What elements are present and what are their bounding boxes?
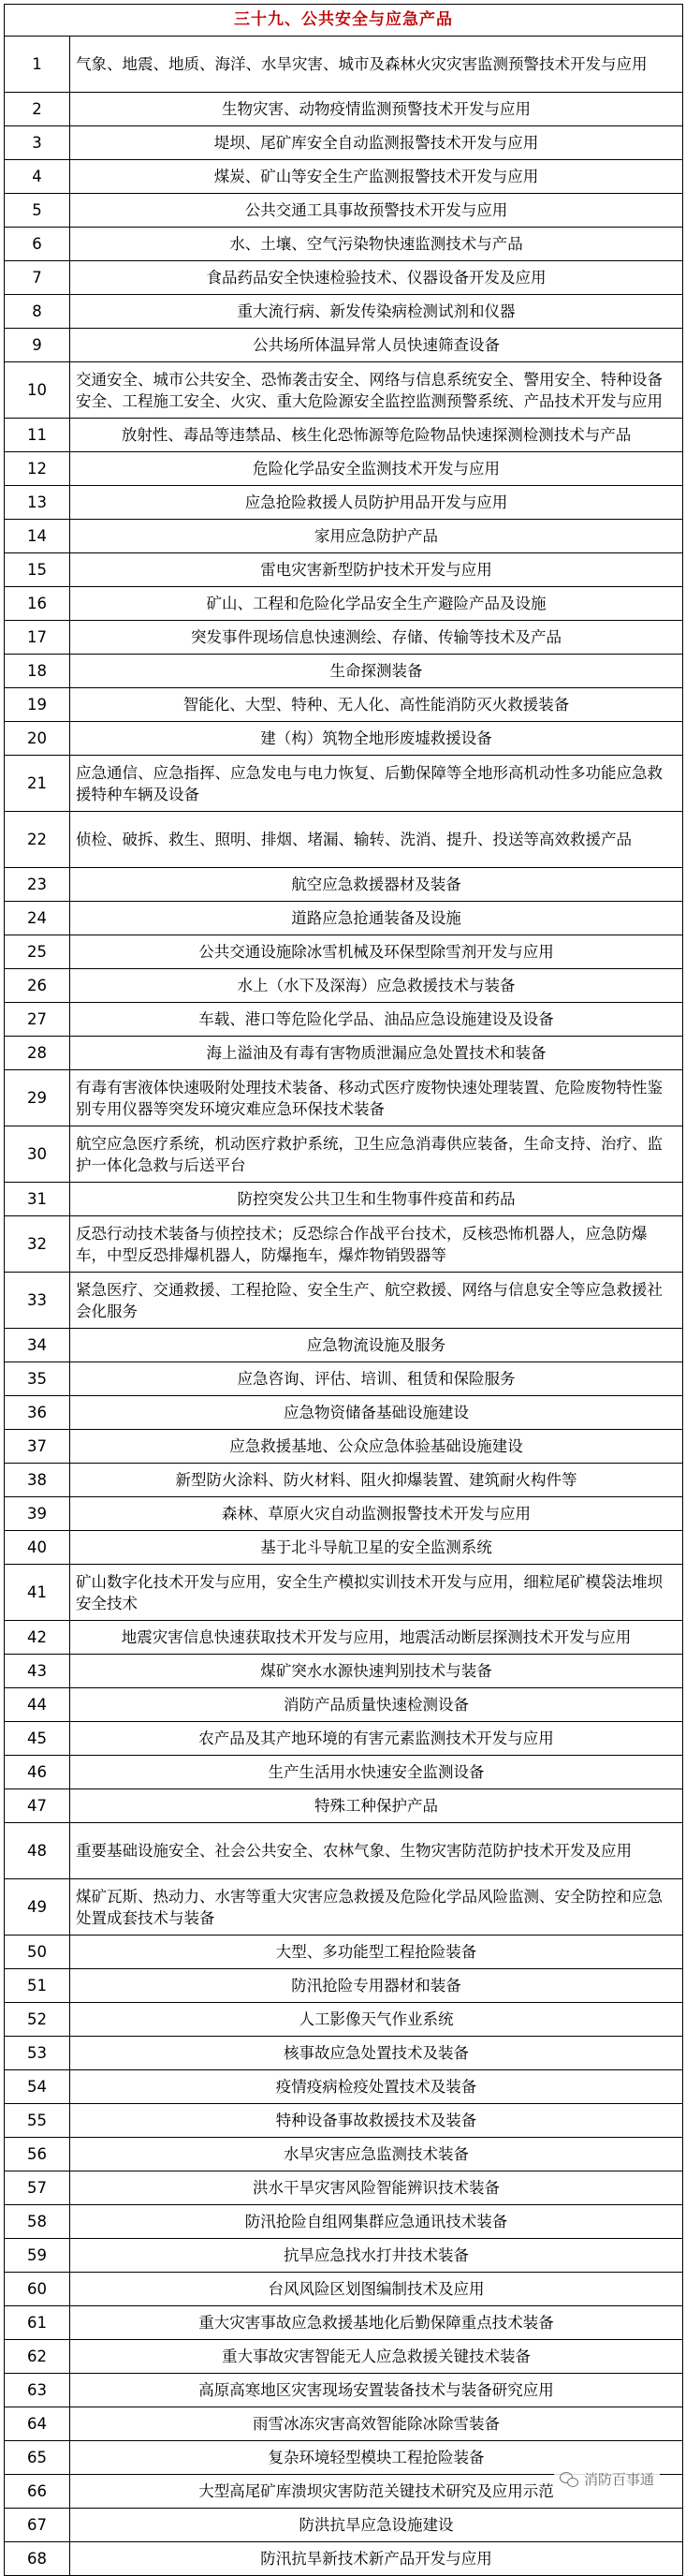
row-item-text: 生命探测装备: [70, 655, 683, 688]
row-number: 40: [5, 1531, 70, 1565]
table-row: [5, 1430, 683, 1464]
table-row: [5, 1879, 683, 1936]
row-number: 68: [5, 2542, 70, 2576]
table-row: [5, 126, 683, 160]
row-item-text: 车载、港口等危险化学品、油品应急设施建设及设备: [70, 1003, 683, 1037]
row-item-text: 特殊工种保护产品: [70, 1789, 683, 1823]
row-number: 27: [5, 1003, 70, 1037]
row-item-text: 重大事故灾害智能无人应急救援关键技术装备: [70, 2340, 683, 2374]
table-row: [5, 194, 683, 228]
row-item-text: 水旱灾害应急监测技术装备: [70, 2138, 683, 2171]
row-item-text: 矿山、工程和危险化学品安全生产避险产品及设施: [70, 587, 683, 621]
row-number: 11: [5, 419, 70, 452]
row-number: 61: [5, 2306, 70, 2340]
table-row: [5, 1789, 683, 1823]
row-item-text: 突发事件现场信息快速测绘、存储、传输等技术及产品: [70, 621, 683, 655]
row-item-text: 建（构）筑物全地形废墟救援设备: [70, 722, 683, 756]
row-number: 12: [5, 452, 70, 486]
row-item-text: 煤矿突水水源快速判别技术与装备: [70, 1655, 683, 1688]
table-row: [5, 1722, 683, 1756]
row-item-text: 海上溢油及有毒有害物质泄漏应急处置技术和装备: [70, 1037, 683, 1070]
table-row: [5, 902, 683, 935]
row-number: 62: [5, 2340, 70, 2374]
row-item-text: 航空应急救援器材及装备: [70, 868, 683, 902]
row-item-text: 应急救援基地、公众应急体验基础设施建设: [70, 1430, 683, 1464]
row-item-text: 矿山数字化技术开发与应用，安全生产模拟实训技术开发与应用，细粒尾矿模袋法堆坝安全技术: [70, 1565, 683, 1621]
row-number: 66: [5, 2475, 70, 2509]
table-row: [5, 756, 683, 812]
table-row: [5, 1565, 683, 1621]
row-item-text: 侦检、破拆、救生、照明、排烟、堵漏、输转、洗消、提升、投送等高效救援产品: [70, 812, 683, 868]
table-row: [5, 1126, 683, 1183]
table-row: [5, 520, 683, 553]
row-number: 32: [5, 1216, 70, 1273]
row-number: 15: [5, 553, 70, 587]
row-number: 35: [5, 1362, 70, 1396]
table-row: [5, 1621, 683, 1655]
row-item-text: 道路应急抢通装备及设施: [70, 902, 683, 935]
table-row: [5, 2239, 683, 2273]
row-item-text: 抗旱应急找水打井技术装备: [70, 2239, 683, 2273]
row-item-text: 紧急医疗、交通救援、工程抢险、安全生产、航空救援、网络与信息安全等应急救援社会化服务: [70, 1273, 683, 1329]
table-row: [5, 93, 683, 126]
table-row: [5, 1969, 683, 2003]
row-item-text: 航空应急医疗系统，机动医疗救护系统，卫生应急消毒供应装备，生命支持、治疗、监护一体化急救与后送平台: [70, 1126, 683, 1183]
table-row: [5, 621, 683, 655]
row-item-text: 重大灾害事故应急救援基地化后勤保障重点技术装备: [70, 2306, 683, 2340]
row-number: 20: [5, 722, 70, 756]
row-number: 22: [5, 812, 70, 868]
table-row: [5, 261, 683, 295]
row-item-text: 煤矿瓦斯、热动力、水害等重大灾害应急救援及危险化学品风险监测、安全防控和应急处置成套技术与装备: [70, 1879, 683, 1936]
row-number: 59: [5, 2239, 70, 2273]
row-number: 42: [5, 1621, 70, 1655]
row-number: 6: [5, 228, 70, 261]
table-row: [5, 1362, 683, 1396]
table-row: [5, 812, 683, 868]
table-row: [5, 2509, 683, 2542]
table-row: [5, 553, 683, 587]
row-number: 54: [5, 2070, 70, 2104]
row-item-text: 智能化、大型、特种、无人化、高性能消防灭火救援装备: [70, 688, 683, 722]
row-number: 17: [5, 621, 70, 655]
table-row: [5, 2542, 683, 2576]
row-item-text: 家用应急防护产品: [70, 520, 683, 553]
row-number: 48: [5, 1823, 70, 1879]
row-number: 58: [5, 2205, 70, 2239]
row-number: 21: [5, 756, 70, 812]
table-row: [5, 452, 683, 486]
row-number: 16: [5, 587, 70, 621]
table-row: [5, 362, 683, 419]
table-row: [5, 1216, 683, 1273]
row-number: 38: [5, 1464, 70, 1497]
row-number: 3: [5, 126, 70, 160]
row-item-text: 洪水干旱灾害风险智能辨识技术装备: [70, 2171, 683, 2205]
row-item-text: 防控突发公共卫生和生物事件疫苗和药品: [70, 1183, 683, 1216]
row-item-text: 生物灾害、动物疫情监测预警技术开发与应用: [70, 93, 683, 126]
row-number: 4: [5, 160, 70, 194]
row-item-text: 大型高尾矿库溃坝灾害防范关键技术研究及应用示范: [70, 2475, 683, 2509]
row-item-text: 应急物流设施及服务: [70, 1329, 683, 1362]
table-row: [5, 969, 683, 1003]
table-row: [5, 655, 683, 688]
table-row: [5, 419, 683, 452]
row-item-text: 防汛抢险专用器材和装备: [70, 1969, 683, 2003]
table-title: 三十九、公共安全与应急产品: [5, 5, 683, 37]
row-item-text: 应急咨询、评估、培训、租赁和保险服务: [70, 1362, 683, 1396]
table-row: [5, 295, 683, 329]
table-row: [5, 1037, 683, 1070]
table-row: [5, 935, 683, 969]
row-item-text: 大型、多功能型工程抢险装备: [70, 1936, 683, 1969]
row-item-text: 疫情疫病检疫处置技术及装备: [70, 2070, 683, 2104]
table-row: [5, 1396, 683, 1430]
table-row: [5, 2037, 683, 2070]
row-item-text: 应急物资储备基础设施建设: [70, 1396, 683, 1430]
row-item-text: 基于北斗导航卫星的安全监测系统: [70, 1531, 683, 1565]
table-row: [5, 2138, 683, 2171]
row-item-text: 堤坝、尾矿库安全自动监测报警技术开发与应用: [70, 126, 683, 160]
wechat-icon: [560, 2472, 578, 2487]
row-item-text: 放射性、毒品等违禁品、核生化恐怖源等危险物品快速探测检测技术与产品: [70, 419, 683, 452]
row-number: 13: [5, 486, 70, 520]
row-number: 50: [5, 1936, 70, 1969]
row-item-text: 台风风险区划图编制技术及应用: [70, 2273, 683, 2306]
table-row: [5, 2104, 683, 2138]
row-item-text: 新型防火涂料、防火材料、阻火抑爆装置、建筑耐火构件等: [70, 1464, 683, 1497]
row-item-text: 人工影像天气作业系统: [70, 2003, 683, 2037]
row-item-text: 防汛抗旱新技术新产品开发与应用: [70, 2542, 683, 2576]
table-row: [5, 2273, 683, 2306]
row-number: 37: [5, 1430, 70, 1464]
row-item-text: 防洪抗旱应急设施建设: [70, 2509, 683, 2542]
row-item-text: 危险化学品安全监测技术开发与应用: [70, 452, 683, 486]
table-row: [5, 868, 683, 902]
row-item-text: 生产生活用水快速安全监测设备: [70, 1756, 683, 1789]
table-row: [5, 1531, 683, 1565]
table-row: [5, 1823, 683, 1879]
row-number: 51: [5, 1969, 70, 2003]
row-number: 5: [5, 194, 70, 228]
row-number: 52: [5, 2003, 70, 2037]
row-item-text: 应急通信、应急指挥、应急发电与电力恢复、后勤保障等全地形高机动性多功能应急救援特种车辆及设备: [70, 756, 683, 812]
row-item-text: 雨雪冰冻灾害高效智能除冰除雪装备: [70, 2407, 683, 2441]
row-number: 33: [5, 1273, 70, 1329]
table-row: [5, 1183, 683, 1216]
row-item-text: 重要基础设施安全、社会公共安全、农林气象、生物灾害防范防护技术开发及应用: [70, 1823, 683, 1879]
table-row: [5, 1070, 683, 1126]
table-row: [5, 2374, 683, 2407]
row-item-text: 森林、草原火灾自动监测报警技术开发与应用: [70, 1497, 683, 1531]
row-number: 39: [5, 1497, 70, 1531]
row-item-text: 气象、地震、地质、海洋、水旱灾害、城市及森林火灾灾害监测预警技术开发与应用: [70, 37, 683, 93]
row-number: 2: [5, 93, 70, 126]
row-item-text: 核事故应急处置技术及装备: [70, 2037, 683, 2070]
row-item-text: 防汛抢险自组网集群应急通讯技术装备: [70, 2205, 683, 2239]
row-number: 63: [5, 2374, 70, 2407]
table-title-row: [5, 5, 683, 37]
row-item-text: 水、土壤、空气污染物快速监测技术与产品: [70, 228, 683, 261]
row-number: 9: [5, 329, 70, 362]
row-number: 43: [5, 1655, 70, 1688]
row-item-text: 重大流行病、新发传染病检测试剂和仪器: [70, 295, 683, 329]
table-row: [5, 587, 683, 621]
row-number: 24: [5, 902, 70, 935]
table-row: [5, 1329, 683, 1362]
row-item-text: 反恐行动技术装备与侦控技术；反恐综合作战平台技术，反核恐怖机器人，应急防爆车，中型反恐排爆机器人，防爆拖车，爆炸物销毁器等: [70, 1216, 683, 1273]
row-number: 60: [5, 2273, 70, 2306]
table-row: [5, 1756, 683, 1789]
table-row: [5, 2407, 683, 2441]
table-row: [5, 1003, 683, 1037]
row-item-text: 特种设备事故救援技术及装备: [70, 2104, 683, 2138]
table-row: [5, 486, 683, 520]
row-number: 28: [5, 1037, 70, 1070]
row-number: 7: [5, 261, 70, 295]
row-number: 64: [5, 2407, 70, 2441]
row-number: 65: [5, 2441, 70, 2475]
row-number: 30: [5, 1126, 70, 1183]
row-item-text: 煤炭、矿山等安全生产监测报警技术开发与应用: [70, 160, 683, 194]
row-number: 46: [5, 1756, 70, 1789]
row-number: 41: [5, 1565, 70, 1621]
row-number: 55: [5, 2104, 70, 2138]
row-item-text: 地震灾害信息快速获取技术开发与应用，地震活动断层探测技术开发与应用: [70, 1621, 683, 1655]
row-item-text: 水上（水下及深海）应急救援技术与装备: [70, 969, 683, 1003]
row-number: 1: [5, 37, 70, 93]
table-row: [5, 37, 683, 93]
table-row: [5, 1655, 683, 1688]
table-row: [5, 1273, 683, 1329]
table-row: [5, 2070, 683, 2104]
row-number: 14: [5, 520, 70, 553]
row-number: 57: [5, 2171, 70, 2205]
table-row: [5, 160, 683, 194]
row-number: 26: [5, 969, 70, 1003]
row-number: 23: [5, 868, 70, 902]
row-item-text: 消防产品质量快速检测设备: [70, 1688, 683, 1722]
table-row: [5, 2205, 683, 2239]
row-item-text: 食品药品安全快速检验技术、仪器设备开发及应用: [70, 261, 683, 295]
row-number: 29: [5, 1070, 70, 1126]
row-item-text: 复杂环境轻型模块工程抢险装备: [70, 2441, 683, 2475]
row-number: 47: [5, 1789, 70, 1823]
row-item-text: 农产品及其产地环境的有害元素监测技术开发与应用: [70, 1722, 683, 1756]
row-item-text: 有毒有害液体快速吸附处理技术装备、移动式医疗废物快速处理装置、危险废物特性鉴别专用仪器等突发环境灾难应急环保技术装备: [70, 1070, 683, 1126]
row-number: 8: [5, 295, 70, 329]
table-row: [5, 1936, 683, 1969]
table-row: [5, 2171, 683, 2205]
row-number: 49: [5, 1879, 70, 1936]
table-row: [5, 722, 683, 756]
table-row: [5, 2003, 683, 2037]
row-item-text: 交通安全、城市公共安全、恐怖袭击安全、网络与信息系统安全、警用安全、特种设备安全、工程施工安全、火灾、重大危险源安全监控监测预警系统、产品技术开发与应用: [70, 362, 683, 419]
row-number: 18: [5, 655, 70, 688]
row-number: 25: [5, 935, 70, 969]
watermark: [554, 2467, 660, 2491]
table-row: [5, 2340, 683, 2374]
row-number: 31: [5, 1183, 70, 1216]
table-row: [5, 228, 683, 261]
row-item-text: 公共交通设施除冰雪机械及环保型除雪剂开发与应用: [70, 935, 683, 969]
row-item-text: 高原高寒地区灾害现场安置装备技术与装备研究应用: [70, 2374, 683, 2407]
row-number: 44: [5, 1688, 70, 1722]
row-number: 34: [5, 1329, 70, 1362]
row-item-text: 雷电灾害新型防护技术开发与应用: [70, 553, 683, 587]
row-number: 45: [5, 1722, 70, 1756]
table-row: [5, 688, 683, 722]
industry-catalog-table: [4, 4, 683, 2576]
table-row: [5, 1497, 683, 1531]
table-row: [5, 1688, 683, 1722]
row-number: 53: [5, 2037, 70, 2070]
table-row: [5, 2306, 683, 2340]
row-number: 67: [5, 2509, 70, 2542]
row-number: 56: [5, 2138, 70, 2171]
watermark-text: 消防百事通: [583, 2471, 654, 2488]
row-item-text: 公共交通工具事故预警技术开发与应用: [70, 194, 683, 228]
row-item-text: 公共场所体温异常人员快速筛查设备: [70, 329, 683, 362]
row-number: 19: [5, 688, 70, 722]
row-item-text: 应急抢险救援人员防护用品开发与应用: [70, 486, 683, 520]
row-number: 36: [5, 1396, 70, 1430]
table-row: [5, 1464, 683, 1497]
row-number: 10: [5, 362, 70, 419]
table-row: [5, 329, 683, 362]
